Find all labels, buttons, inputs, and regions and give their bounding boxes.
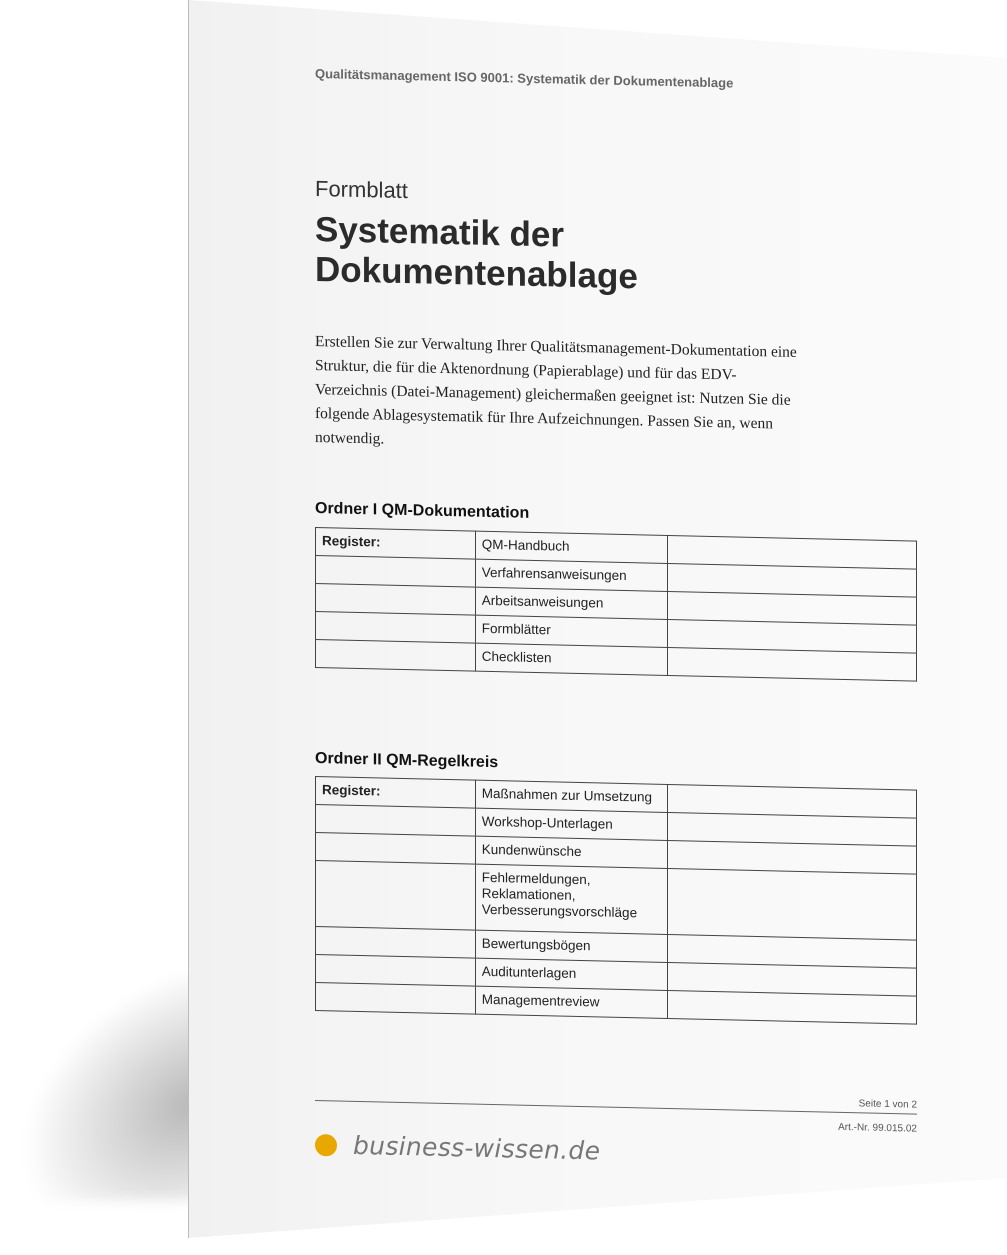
empty-cell [316, 861, 476, 931]
folder1-table [315, 527, 917, 682]
register-label: Register: [316, 528, 476, 560]
title-line-1: Systematik der [315, 210, 565, 255]
logo-text: business-wissen.de [353, 1130, 601, 1166]
page-content [315, 0, 935, 1255]
register-entry: Managementreview [475, 986, 667, 1018]
register-entry: Maßnahmen zur Umsetzung [475, 780, 667, 812]
folder1-heading: Ordner I QM-Dokumentation [315, 500, 530, 522]
register-entry: Bewertungsbögen [475, 930, 667, 962]
brand-logo [315, 1130, 600, 1165]
empty-cell [316, 927, 476, 959]
empty-cell [316, 805, 476, 837]
folder2-heading: Ordner II QM-Regelkreis [315, 750, 499, 772]
footer-rule [315, 1100, 917, 1115]
intro-paragraph: Erstellen Sie zur Verwaltung Ihrer Qualitätsmanagement-Dokumentation eine Struktur, die für die Aktenordnung (Papierablage) und für das EDV-Verzeichnis (Datei-Management) gleichermaßen geeignet ist: Nutzen Sie die folgende Ablagesystematik für Ihre Aufzeichnungen. Passen Sie an, wenn notwendig. [315, 333, 797, 448]
empty-cell [667, 647, 916, 681]
register-entry: QM-Handbuch [475, 531, 667, 563]
register-label: Register: [316, 777, 476, 809]
document-title [315, 210, 875, 303]
page-number: Seite 1 von 2 [858, 1098, 917, 1111]
empty-cell [667, 990, 916, 1024]
empty-cell [316, 833, 476, 865]
register-entry: Auditunterlagen [475, 958, 667, 990]
empty-cell [316, 955, 476, 987]
empty-cell [316, 983, 476, 1015]
register-entry: Arbeitsanweisungen [475, 587, 667, 619]
article-number: Art.-Nr. 99.015.02 [838, 1121, 917, 1135]
register-entry: Workshop-Unterlagen [475, 808, 667, 840]
empty-cell [667, 868, 916, 940]
empty-cell [316, 612, 476, 644]
folder2-table [315, 776, 917, 1025]
document-kicker: Formblatt [315, 176, 408, 204]
empty-cell [316, 556, 476, 588]
register-entry: Fehlermeldungen, Reklamationen, Verbesserungsvorschläge [475, 864, 667, 934]
empty-cell [316, 584, 476, 616]
logo-dot-icon [315, 1134, 337, 1156]
register-entry: Kundenwünsche [475, 836, 667, 868]
title-line-2: Dokumentenablage [315, 250, 638, 297]
running-header: Qualitätsmanagement ISO 9001: Systematik der Dokumentenablage [315, 66, 734, 91]
empty-cell [316, 640, 476, 672]
register-entry: Verfahrensanweisungen [475, 559, 667, 591]
register-entry: Checklisten [475, 643, 667, 675]
register-entry: Formblätter [475, 615, 667, 647]
